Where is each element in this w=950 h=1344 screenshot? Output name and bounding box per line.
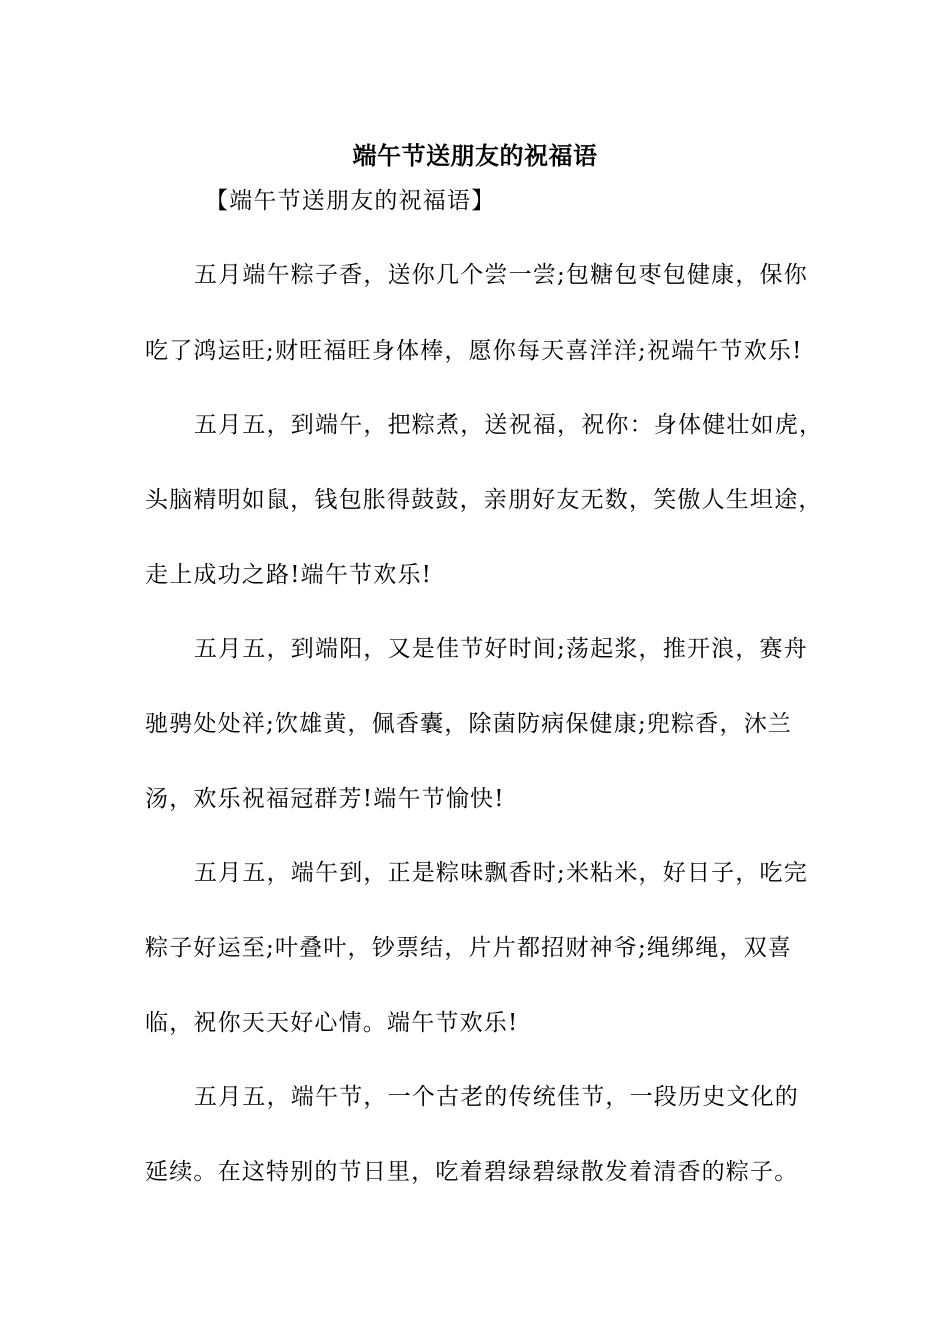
paragraph-line: 延续。在这特别的节日里，吃着碧绿碧绿散发着清香的粽子。	[145, 1159, 799, 1185]
page-title: 端午节送朋友的祝福语	[352, 141, 598, 170]
paragraph-line: 汤，欢乐祝福冠群芳!端午节愉快!	[145, 786, 505, 812]
paragraph-line: 吃了鸿运旺;财旺福旺身体棒，愿你每天喜洋洋;祝端午节欢乐!	[145, 338, 803, 364]
paragraph-line: 驰骋处处祥;饮雄黄，佩香囊，除菌防病保健康;兜粽香，沐兰	[145, 711, 793, 737]
paragraph-line: 头脑精明如鼠，钱包胀得鼓鼓，亲朋好友无数，笑傲人生坦途，	[145, 487, 823, 513]
paragraph-line: 临，祝你天天好心情。端午节欢乐!	[145, 1010, 519, 1036]
subtitle-heading: 【端午节送朋友的祝福语】	[205, 188, 496, 214]
paragraph-line: 五月五，到端午，把粽煮，送祝福，祝你：身体健壮如虎，	[194, 412, 824, 438]
paragraph-line: 五月五，端午节，一个古老的传统佳节，一段历史文化的	[194, 1084, 799, 1110]
paragraph-line: 粽子好运至;叶叠叶，钞票结，片片都招财神爷;绳绑绳，双喜	[145, 935, 793, 961]
paragraph-line: 五月五，到端阳，又是佳节好时间;荡起浆，推开浪，赛舟	[194, 636, 808, 662]
paragraph-line: 走上成功之路!端午节欢乐!	[145, 562, 433, 588]
paragraph-line: 五月端午粽子香，送你几个尝一尝;包糖包枣包健康，保你	[194, 262, 808, 288]
paragraph-line: 五月五，端午到，正是粽味飘香时;米粘米，好日子，吃完	[194, 860, 808, 886]
